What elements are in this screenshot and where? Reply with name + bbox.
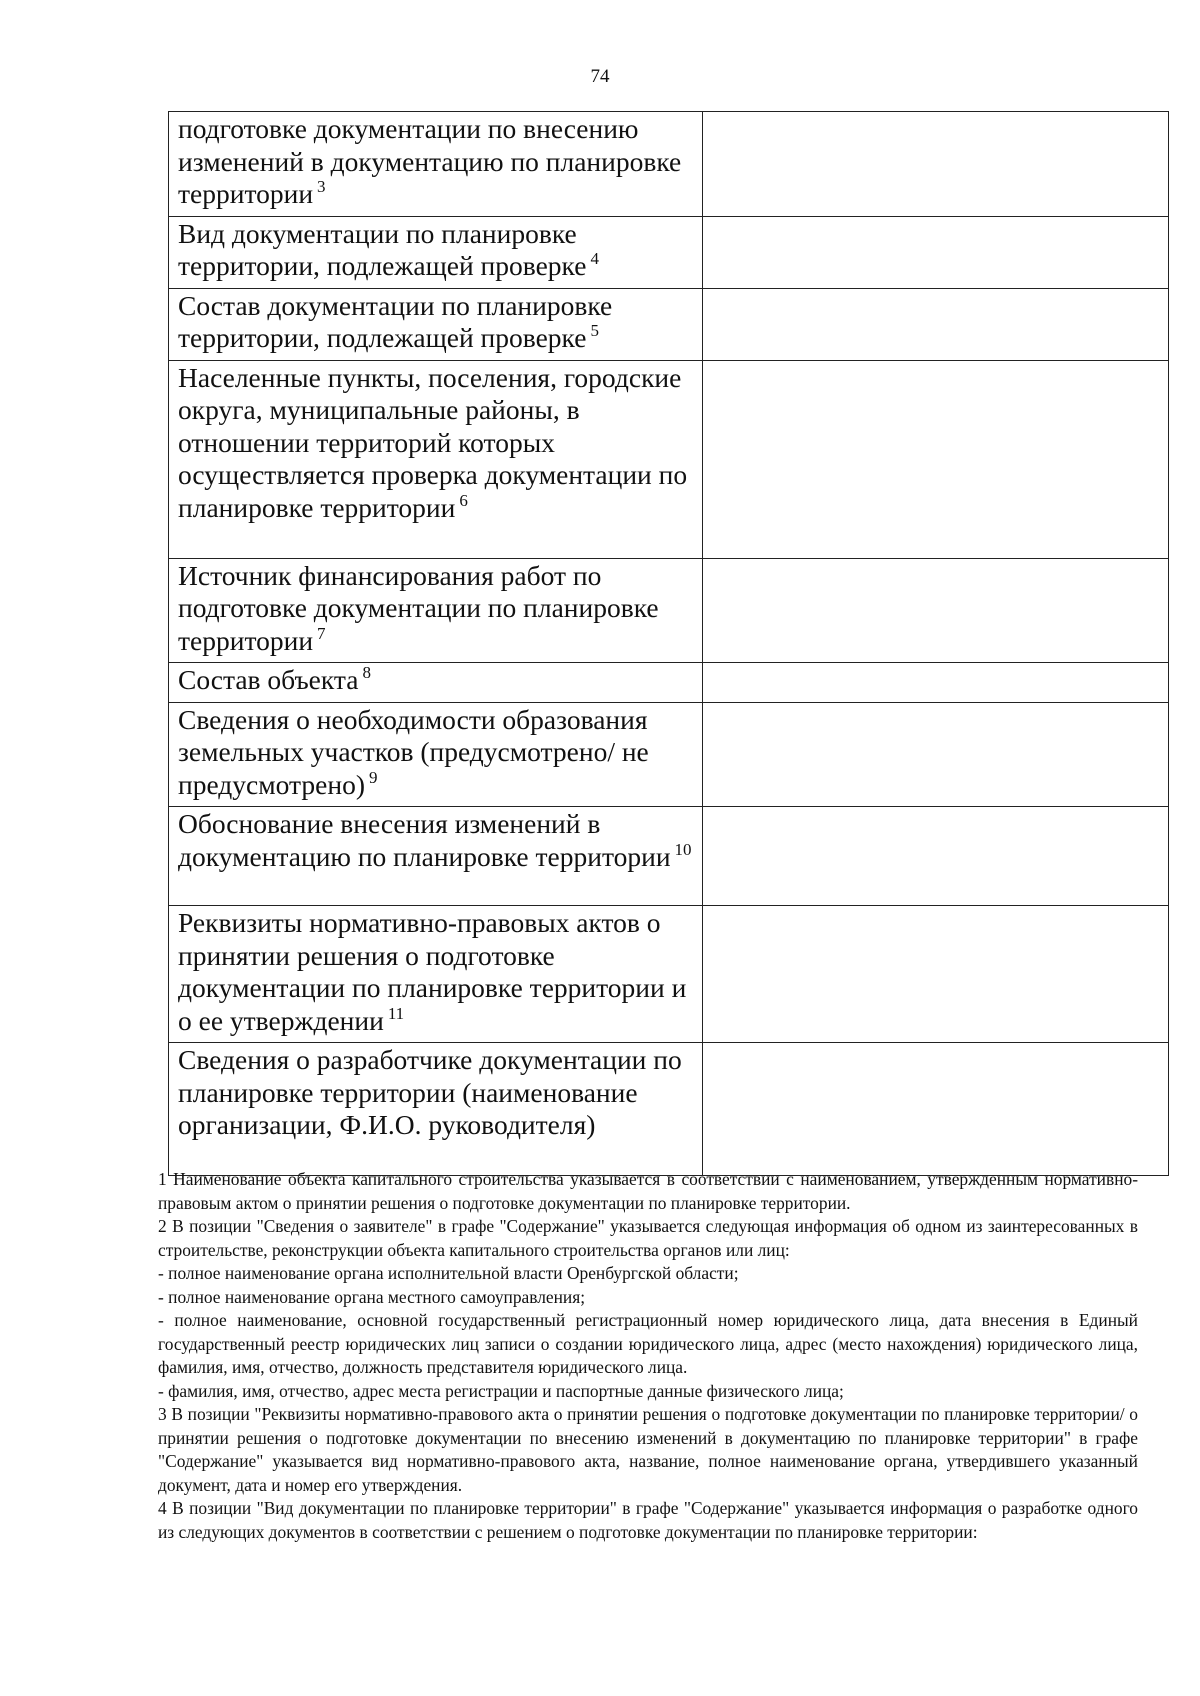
row-label-cell	[169, 558, 703, 663]
table-row	[169, 1043, 1169, 1176]
row-label-cell	[169, 702, 703, 807]
table-row	[169, 112, 1169, 217]
row-label: Источник финансирования работ по подготовке документации по планировке территории	[178, 559, 659, 656]
footnote-marker: 7	[317, 623, 326, 643]
row-value-cell[interactable]	[703, 216, 1169, 288]
table-row	[169, 906, 1169, 1043]
row-value-cell[interactable]	[703, 807, 1169, 906]
table-row	[169, 360, 1169, 558]
row-label: Реквизиты нормативно-правовых актов о принятии решения о подготовке документации по планировке территории и о ее утверждении	[178, 907, 687, 1036]
footnote-paragraph: 1 Наименование объекта капитального строительства указывается в соответствии с наименованием, утвержденным нормативно-правовым актом о принятии решения о подготовке документации по планировке территории.	[158, 1169, 1138, 1213]
table-row	[169, 807, 1169, 906]
row-label: подготовке документации по внесению изменений в документацию по планировке территории	[178, 113, 682, 209]
table-row	[169, 288, 1169, 360]
row-label-cell	[169, 216, 703, 288]
footnotes	[158, 1168, 1138, 1544]
row-value-cell[interactable]	[703, 702, 1169, 807]
footnote-paragraph: - фамилия, имя, отчество, адрес места регистрации и паспортные данные физического лица;	[158, 1380, 844, 1401]
footnote-marker: 3	[317, 177, 326, 196]
row-label: Населенные пункты, поселения, городские округа, муниципальные районы, в отношении территорий которых осуществляется проверка документации по планировке территории	[178, 361, 688, 523]
footnote-marker: 11	[387, 1003, 405, 1023]
footnote-marker: 4	[590, 249, 599, 268]
row-value-cell[interactable]	[703, 288, 1169, 360]
row-value-cell[interactable]	[703, 1043, 1169, 1176]
footnote-marker: 8	[362, 663, 371, 682]
row-label-cell	[169, 288, 703, 360]
table-row	[169, 702, 1169, 807]
page-number: 74	[590, 66, 610, 87]
table-row	[169, 558, 1169, 663]
row-label-cell	[169, 807, 703, 906]
row-label: Состав объекта	[178, 664, 359, 695]
row-label-cell	[169, 663, 703, 703]
form-table	[168, 111, 1169, 1176]
row-value-cell[interactable]	[703, 663, 1169, 703]
footnote-paragraph: - полное наименование органа местного самоуправления;	[158, 1286, 586, 1307]
footnote-paragraph: 2 В позиции "Сведения о заявителе" в графе "Содержание" указывается следующая информация об одном из заинтересованных в строительстве, реконструкции объекта капитального строительства органов или лиц:	[158, 1216, 1138, 1260]
row-value-cell[interactable]	[703, 360, 1169, 558]
row-label: Вид документации по планировке территории, подлежащей проверке	[178, 217, 587, 281]
footnote-paragraph: - полное наименование, основной государственный регистрационный номер юридического лица, дата внесения в Единый государственный реестр юридических лиц записи о создании юридического лица, адрес (место нахождения) юридического лица, фамилия, имя, отчество, должность представителя юридического лица.	[158, 1310, 1138, 1377]
footnote-marker: 9	[368, 767, 378, 787]
footnote-marker: 6	[459, 490, 468, 510]
row-label-cell	[169, 906, 703, 1043]
footnote-paragraph: 3 В позиции "Реквизиты нормативно-правового акта о принятии решения о подготовке документации по планировке территории/ о принятии решения о подготовке документации по внесению изменений в документацию по планировке территории" в графе "Содержание" указывается вид нормативно-правового акта, название, полное наименование органа, утвердившего указанный документ, дата и номер его утверждения.	[158, 1404, 1138, 1495]
footnote-marker: 5	[590, 321, 599, 340]
row-label-cell	[169, 1043, 703, 1176]
row-value-cell[interactable]	[703, 558, 1169, 663]
footnote-paragraph: - полное наименование органа исполнительной власти Оренбургской области;	[158, 1263, 739, 1283]
row-label: Сведения о необходимости образования земельных участков (предусмотрено/ не предусмотрено)	[178, 703, 649, 800]
row-value-cell[interactable]	[703, 906, 1169, 1043]
row-value-cell[interactable]	[703, 112, 1169, 217]
table-row	[169, 216, 1169, 288]
row-label: Состав документации по планировке территории, подлежащей проверке	[178, 289, 613, 353]
footnote-paragraph: 4 В позиции "Вид документации по планировке территории" в графе "Содержание" указывается информация о разработке одного из следующих документов в соответствии с решением о подготовке документации по планировке территории:	[158, 1498, 1138, 1542]
form-table-body	[169, 112, 1169, 1176]
table-row	[169, 663, 1169, 703]
row-label: Сведения о разработчике документации по планировке территории (наименование организации, Ф.И.О. руководителя)	[178, 1044, 682, 1140]
row-label-cell	[169, 112, 703, 217]
row-label: Обоснование внесения изменений в документацию по планировке территории	[178, 808, 671, 872]
row-label-cell	[169, 360, 703, 558]
footnote-marker: 10	[674, 839, 692, 859]
